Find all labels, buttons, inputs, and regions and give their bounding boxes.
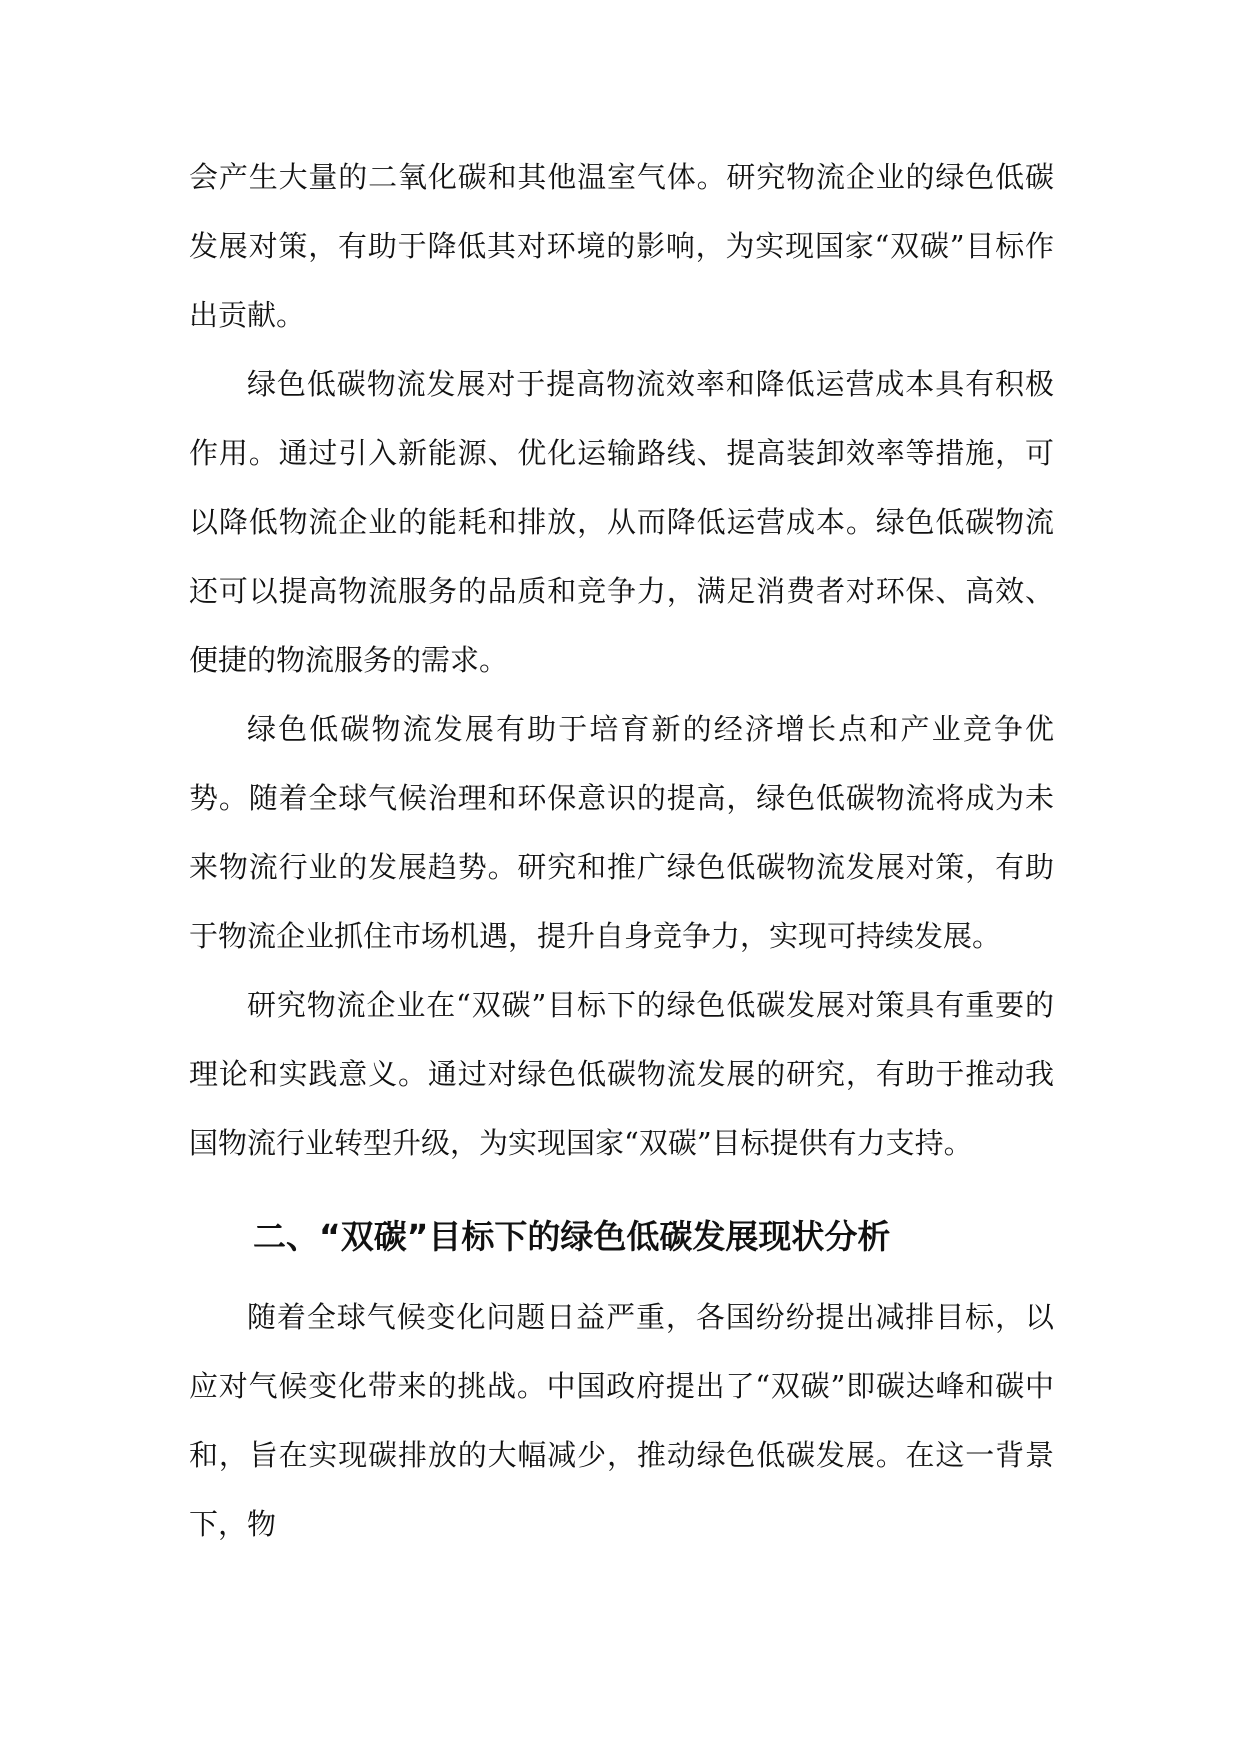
- paragraph-5: 随着全球气候变化问题日益严重，各国纷纷提出减排目标，以应对气候变化带来的挑战。中国政府提出了“双碳”即碳达峰和碳中和，旨在实现碳排放的大幅减少，推动绿色低碳发展。在这一背景下，物: [189, 1300, 1054, 1541]
- paragraph-3: 绿色低碳物流发展有助于培育新的经济增长点和产业竞争优势。随着全球气候治理和环保意识的提高，绿色低碳物流将成为未来物流行业的发展趋势。研究和推广绿色低碳物流发展对策，有助于物流企业抓住市场机遇，提升自身竞争力，实现可持续发展。: [189, 712, 1054, 953]
- document-body: [189, 143, 1054, 1559]
- section-heading: 二、“双碳”目标下的绿色低碳发展现状分析: [253, 1217, 891, 1256]
- paragraph-4: 研究物流企业在“双碳”目标下的绿色低碳发展对策具有重要的理论和实践意义。通过对绿色低碳物流发展的研究，有助于推动我国物流行业转型升级，为实现国家“双碳”目标提供有力支持。: [189, 988, 1054, 1160]
- paragraph-2: 绿色低碳物流发展对于提高物流效率和降低运营成本具有积极作用。通过引入新能源、优化运输路线、提高装卸效率等措施，可以降低物流企业的能耗和排放，从而降低运营成本。绿色低碳物流还可以提高物流服务的品质和竞争力，满足消费者对环保、高效、便捷的物流服务的需求。: [189, 367, 1054, 677]
- paragraph-1: 会产生大量的二氧化碳和其他温室气体。研究物流企业的绿色低碳发展对策，有助于降低其对环境的影响，为实现国家“双碳”目标作出贡献。: [189, 160, 1054, 332]
